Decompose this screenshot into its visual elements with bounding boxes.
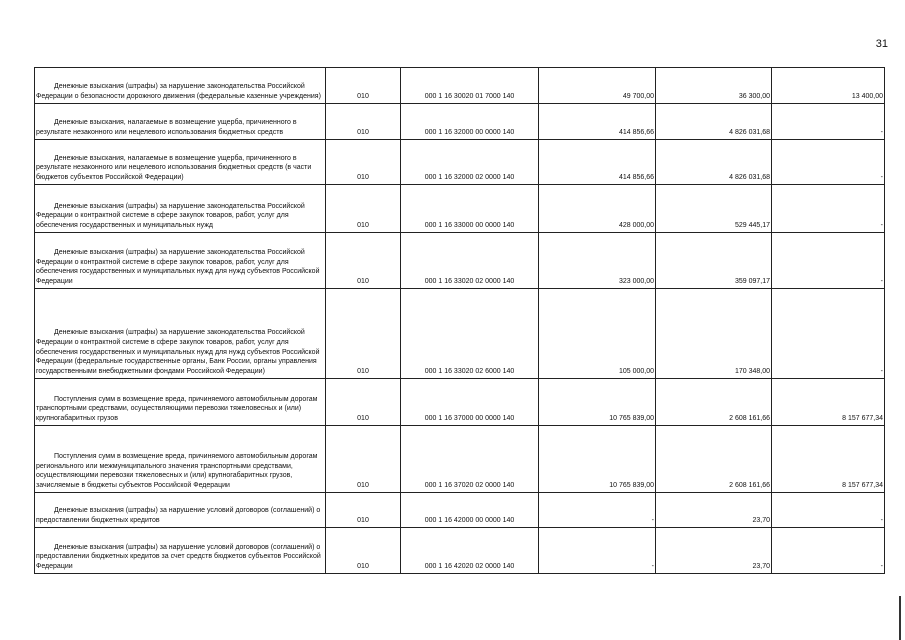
row-name: Поступления сумм в возмещение вреда, причиняемого автомобильным дорогам транспортными средствами, осуществляющими перевозки тяжеловесных и (или) крупногабаритных грузов	[35, 379, 326, 426]
row-budget-code: 000 1 16 42020 02 0000 140	[401, 528, 539, 574]
row-executed: 36 300,00	[656, 68, 772, 104]
row-line-code: 010	[326, 68, 401, 104]
row-approved: 414 856,66	[539, 104, 656, 140]
row-executed: 359 097,17	[656, 233, 772, 289]
table-row	[35, 140, 885, 185]
row-unexecuted: -	[772, 233, 885, 289]
row-executed: 170 348,00	[656, 289, 772, 379]
row-executed: 2 608 161,66	[656, 426, 772, 493]
row-budget-code: 000 1 16 42000 00 0000 140	[401, 493, 539, 528]
row-executed: 529 445,17	[656, 185, 772, 233]
row-line-code: 010	[326, 493, 401, 528]
row-budget-code: 000 1 16 33020 02 6000 140	[401, 289, 539, 379]
row-line-code: 010	[326, 379, 401, 426]
row-unexecuted: -	[772, 104, 885, 140]
page-number: 31	[875, 38, 888, 50]
row-unexecuted: -	[772, 185, 885, 233]
row-line-code: 010	[326, 104, 401, 140]
row-name: Денежные взыскания (штрафы) за нарушение законодательства Российской Федерации о контрактной системе в сфере закупок товаров, работ, услуг для обеспечения государственных и муниципальных нужд для нужд субъектов Российской Федерации (федеральные государственные органы, Банк России, органы управления государственными внебюджетными фондами Российской Федерации)	[35, 289, 326, 379]
row-unexecuted: -	[772, 528, 885, 574]
row-unexecuted: -	[772, 289, 885, 379]
row-budget-code: 000 1 16 30020 01 7000 140	[401, 68, 539, 104]
table-row	[35, 185, 885, 233]
row-name: Денежные взыскания (штрафы) за нарушение законодательства Российской Федерации о безопасности дорожного движения (федеральные казенные учреждения)	[35, 68, 326, 104]
row-name: Денежные взыскания, налагаемые в возмещение ущерба, причиненного в результате незаконного или нецелевого использования бюджетных средств (в части бюджетов субъектов Российской Федерации)	[35, 140, 326, 185]
table-row	[35, 493, 885, 528]
row-budget-code: 000 1 16 37000 00 0000 140	[401, 379, 539, 426]
row-line-code: 010	[326, 426, 401, 493]
row-unexecuted: 8 157 677,34	[772, 379, 885, 426]
scan-edge-mark	[899, 596, 901, 640]
table-row	[35, 426, 885, 493]
row-budget-code: 000 1 16 33000 00 0000 140	[401, 185, 539, 233]
row-approved: 414 856,66	[539, 140, 656, 185]
row-name: Денежные взыскания (штрафы) за нарушение законодательства Российской Федерации о контрактной системе в сфере закупок товаров, работ, услуг для обеспечения государственных и муниципальных нужд для нужд субъектов Российской Федерации	[35, 233, 326, 289]
row-approved: 10 765 839,00	[539, 379, 656, 426]
row-name: Денежные взыскания, налагаемые в возмещение ущерба, причиненного в результате незаконного или нецелевого использования бюджетных средств	[35, 104, 326, 140]
row-approved: -	[539, 493, 656, 528]
row-approved: 49 700,00	[539, 68, 656, 104]
row-approved: 428 000,00	[539, 185, 656, 233]
row-budget-code: 000 1 16 37020 02 0000 140	[401, 426, 539, 493]
row-executed: 23,70	[656, 493, 772, 528]
row-unexecuted: 13 400,00	[772, 68, 885, 104]
revenue-table	[34, 67, 885, 574]
row-line-code: 010	[326, 528, 401, 574]
row-executed: 23,70	[656, 528, 772, 574]
row-line-code: 010	[326, 140, 401, 185]
row-budget-code: 000 1 16 32000 02 0000 140	[401, 140, 539, 185]
table-row	[35, 104, 885, 140]
row-line-code: 010	[326, 233, 401, 289]
table-row	[35, 379, 885, 426]
table-row	[35, 68, 885, 104]
row-line-code: 010	[326, 185, 401, 233]
table-row	[35, 233, 885, 289]
row-approved: 105 000,00	[539, 289, 656, 379]
row-unexecuted: -	[772, 493, 885, 528]
row-budget-code: 000 1 16 32000 00 0000 140	[401, 104, 539, 140]
row-approved: 10 765 839,00	[539, 426, 656, 493]
row-name: Денежные взыскания (штрафы) за нарушение законодательства Российской Федерации о контрактной системе в сфере закупок товаров, работ, услуг для обеспечения государственных и муниципальных нужд	[35, 185, 326, 233]
row-name: Поступления сумм в возмещение вреда, причиняемого автомобильным дорогам регионального или межмуниципального значения транспортными средствами, осуществляющими перевозки тяжеловесных и (или) крупногабаритных грузов, зачисляемые в бюджеты субъектов Российской Федерации	[35, 426, 326, 493]
row-unexecuted: 8 157 677,34	[772, 426, 885, 493]
row-approved: -	[539, 528, 656, 574]
row-executed: 4 826 031,68	[656, 104, 772, 140]
row-budget-code: 000 1 16 33020 02 0000 140	[401, 233, 539, 289]
row-approved: 323 000,00	[539, 233, 656, 289]
row-executed: 2 608 161,66	[656, 379, 772, 426]
table-row	[35, 528, 885, 574]
row-name: Денежные взыскания (штрафы) за нарушение условий договоров (соглашений) о предоставлении бюджетных кредитов	[35, 493, 326, 528]
row-line-code: 010	[326, 289, 401, 379]
table-row	[35, 289, 885, 379]
row-unexecuted: -	[772, 140, 885, 185]
row-executed: 4 826 031,68	[656, 140, 772, 185]
row-name: Денежные взыскания (штрафы) за нарушение условий договоров (соглашений) о предоставлении бюджетных кредитов за счет средств бюджетов субъектов Российской Федерации	[35, 528, 326, 574]
